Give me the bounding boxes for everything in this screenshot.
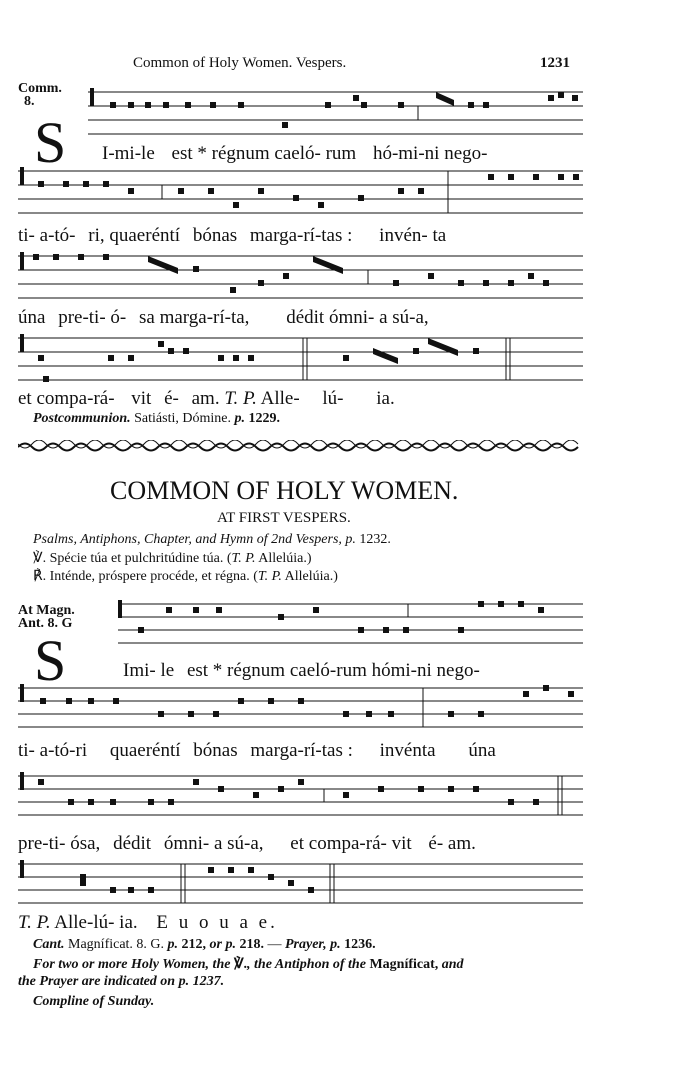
- cant-page1: 212,: [181, 937, 207, 952]
- postcommunion-text: Satiásti, Dómine.: [134, 411, 231, 426]
- comm-lyrics-line-1: [102, 143, 487, 165]
- lyric-word: pre-ti-: [58, 307, 106, 328]
- lyric-word: lú-: [322, 388, 344, 409]
- ornamental-divider: [18, 440, 583, 459]
- lyric-word: hómi-ni: [371, 660, 432, 681]
- lyric-word: sú-a,: [392, 307, 429, 328]
- lyric-word: ó-: [110, 307, 127, 328]
- cant-page2: 218.: [239, 937, 264, 952]
- lyric-word: dédit: [113, 833, 152, 854]
- comm-mode: 8.: [24, 94, 35, 109]
- lyric-word: Alle-: [260, 388, 300, 409]
- magn-lyrics-line-2: [18, 740, 496, 762]
- lyric-word: rum: [325, 143, 357, 164]
- response-tp: T. P.: [257, 569, 282, 584]
- prayer-page: 1236.: [344, 937, 376, 952]
- cant-text: Magníficat. 8. G.: [68, 937, 165, 952]
- lyric-word: *: [212, 660, 223, 681]
- lyric-word: ti- a-tó-: [18, 225, 76, 246]
- lyric-word: compa-rá-: [308, 833, 387, 854]
- lyric-word: am.: [191, 388, 220, 409]
- versicle: [33, 550, 312, 567]
- postcommunion: [33, 411, 280, 427]
- lyric-word: hó-mi-ni: [372, 143, 440, 164]
- page-number: 1231: [540, 55, 570, 71]
- lyric-word: et: [18, 388, 32, 409]
- lyric-word: é-: [428, 833, 444, 854]
- lyric-word: est: [171, 143, 193, 164]
- magn-staff-2: [18, 682, 583, 732]
- note-versicle-icon: ℣.: [233, 957, 248, 972]
- lyric-word: vit: [131, 388, 152, 409]
- magn-initial: S: [34, 628, 67, 693]
- lyric-word: Imi- le: [123, 660, 175, 681]
- comm-staff-3: [18, 250, 583, 302]
- magn-lyrics-line-3: [18, 833, 476, 855]
- lyric-word: invénta: [379, 740, 436, 761]
- psalms-line-page: 1232.: [359, 532, 391, 547]
- lyric-word: compa-rá-: [36, 388, 115, 409]
- response-icon: ℟.: [33, 569, 47, 584]
- lyric-word: nego-: [444, 143, 488, 164]
- lyric-word: bónas: [192, 225, 238, 246]
- lyric-word: marga-rí-tas :: [250, 740, 353, 761]
- lyric-word: úna: [468, 740, 496, 761]
- postcommunion-page-prefix: p.: [234, 411, 245, 426]
- versicle-icon: ℣.: [33, 551, 47, 566]
- lyric-word: régnum: [211, 143, 270, 164]
- lyric-word: vit: [391, 833, 412, 854]
- lyric-word: I-mi-le: [102, 143, 155, 164]
- cant-p1: p.: [167, 937, 179, 952]
- lyric-word: quaeréntí: [109, 225, 181, 246]
- cant-line: [33, 937, 376, 953]
- note-line-1: [33, 956, 464, 973]
- compline-note: Compline of Sunday.: [33, 994, 155, 1009]
- running-title: Common of Holy Women. Vespers.: [133, 55, 347, 71]
- psalms-line-text: Psalms, Antiphons, Chapter, and Hymn of 2nd Vespers, p.: [33, 532, 356, 547]
- comm-staff-2: [18, 165, 583, 217]
- postcommunion-page: 1229.: [248, 411, 280, 426]
- lyric-word: é-: [164, 388, 179, 409]
- magn-lyrics-line-1: [123, 660, 480, 682]
- section-subtitle: AT FIRST VESPERS.: [217, 510, 351, 526]
- note-line-2: the Prayer are indicated on p. 1237.: [18, 974, 225, 989]
- lyric-word: pre-ti- ósa,: [18, 833, 101, 854]
- comm-label: [18, 82, 62, 108]
- cant-dash: —: [267, 937, 282, 952]
- comm-lyrics-line-4: [18, 388, 395, 410]
- note-text-1: For two or more Holy Women, the: [33, 957, 231, 972]
- magn-staff-4: [18, 858, 583, 908]
- final-alleluia: Alle-lú- ia.: [54, 912, 138, 933]
- versicle-tp: T. P.: [231, 551, 256, 566]
- comm-initial: S: [34, 110, 67, 175]
- comm-lyrics-line-2: [18, 225, 446, 247]
- section-title: COMMON OF HOLY WOMEN.: [110, 476, 459, 505]
- psalms-line: [33, 532, 391, 548]
- lyric-word: marga-rí-ta,: [159, 307, 250, 328]
- cant-label: Cant.: [33, 937, 65, 952]
- lyric-word: ti- a-tó-ri: [18, 740, 88, 761]
- lyric-word: quaeréntí: [109, 740, 181, 761]
- magn-label: [18, 604, 75, 630]
- lyric-word: ómni- a: [163, 833, 223, 854]
- lyric-word: ómni- a: [328, 307, 388, 328]
- response-text: Inténde, próspere procéde, et régna. (: [49, 569, 258, 584]
- lyric-word: bónas: [193, 740, 238, 761]
- lyric-word: invén-: [379, 225, 428, 246]
- lyric-word: est: [186, 660, 209, 681]
- lyric-word: sú-a,: [227, 833, 264, 854]
- response-tail: Allelúia.): [284, 569, 338, 584]
- comm-label-text: Comm.: [18, 81, 62, 96]
- lyric-word: et: [290, 833, 305, 854]
- lyric-word: marga-rí-tas :: [249, 225, 353, 246]
- note-magnificat: Magníficat,: [369, 957, 439, 972]
- lyric-word: sa: [139, 307, 155, 328]
- comm-lyrics-line-3: [18, 307, 429, 329]
- lyric-word: ri,: [88, 225, 105, 246]
- final-tp: T. P.: [18, 912, 51, 933]
- lyric-word: úna: [18, 307, 46, 328]
- versicle-tail: Allelúia.): [258, 551, 312, 566]
- postcommunion-label: Postcommunion.: [33, 411, 131, 426]
- lyric-word: régnum: [227, 660, 286, 681]
- lyric-word: *: [197, 143, 207, 164]
- magn-final-line: [18, 912, 278, 934]
- lyric-word: ta: [432, 225, 447, 246]
- magn-label-line-2: Ant. 8. G: [18, 616, 73, 631]
- response: [33, 568, 338, 585]
- lyric-word: nego-: [436, 660, 480, 681]
- magn-staff-3: [18, 770, 583, 820]
- lyric-word: am.: [447, 833, 476, 854]
- comm-staff-1: [88, 86, 583, 138]
- final-euouae: E u o u a e.: [156, 912, 278, 933]
- lyric-word: dédit: [286, 307, 325, 328]
- versicle-text: Spécie túa et pulchritúdine túa. (: [49, 551, 232, 566]
- tp-marker: T. P.: [224, 388, 257, 409]
- note-text-2: , the Antiphon of the: [247, 957, 366, 972]
- prayer-label: Prayer, p.: [285, 937, 341, 952]
- lyric-word: caeló-: [274, 143, 321, 164]
- cant-or: or p.: [209, 937, 236, 952]
- comm-staff-4: [18, 332, 583, 384]
- note-text-3: and: [441, 957, 464, 972]
- magn-label-line-1: At Magn.: [18, 603, 75, 618]
- lyric-word: ia.: [376, 388, 395, 409]
- lyric-word: caeló-rum: [289, 660, 367, 681]
- magn-staff-1: [118, 598, 583, 648]
